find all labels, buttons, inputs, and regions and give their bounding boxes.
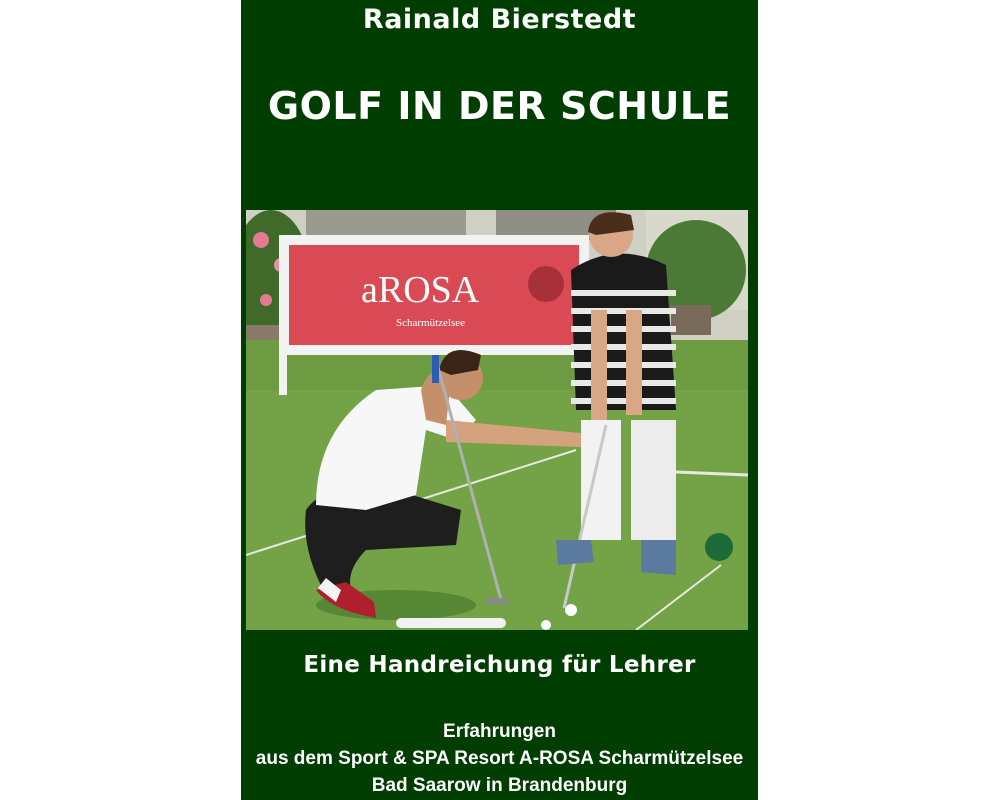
book-subtitle: Eine Handreichung für Lehrer <box>303 652 696 678</box>
book-title: GOLF IN DER SCHULE <box>267 84 732 128</box>
cover-photo <box>246 210 748 630</box>
info-line-3: Bad Saarow in Brandenburg <box>371 775 628 796</box>
banner-logo: aROSA <box>361 269 480 311</box>
book-cover <box>241 0 758 800</box>
cover-info <box>241 718 758 799</box>
info-line-1: Erfahrungen <box>443 721 556 742</box>
author-name: Rainald Bierstedt <box>362 4 637 35</box>
info-line-2: aus dem Sport & SPA Resort A-ROSA Scharmützelsee <box>255 748 744 769</box>
banner-sub: Scharmützelsee <box>396 317 466 329</box>
